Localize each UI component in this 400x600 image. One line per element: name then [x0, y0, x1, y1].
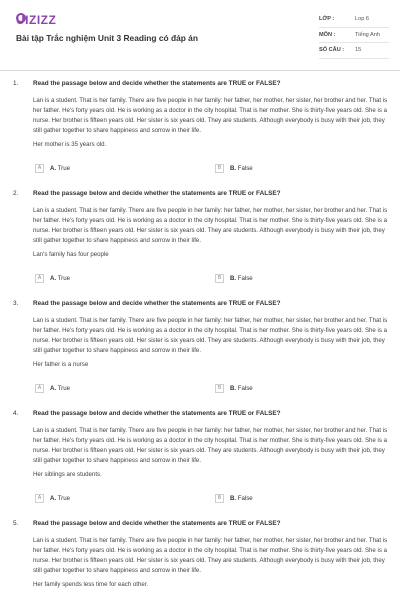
question-number: 4.: [13, 410, 19, 417]
answer-option-b[interactable]: [215, 273, 253, 283]
answer-option-b[interactable]: [215, 163, 253, 173]
meta-value: Lop 6: [355, 16, 369, 23]
header-divider: [0, 70, 400, 71]
logo-q-icon: [16, 13, 26, 23]
question-statement: Her father is a nurse: [33, 361, 89, 368]
option-text: B. False: [230, 494, 253, 502]
meta-label: LỚP :: [319, 16, 335, 23]
reading-passage: Lan is a student. That is her family. There are five people in her family: her father, her mother, her sister, her brother and her. That is her father. He's forty years old. He is working as a doctor in the city hospital. That is her mother. She is thirty-five years old. She is a nurse. Her brother is fifteen years old. Her sister is six years old. They are students. Although everybody is busy with their job, they still gather together to share happiness and sorrow in their life.: [33, 317, 388, 354]
meta-row-question-count: [319, 43, 389, 59]
option-letter-box: A: [35, 274, 44, 283]
answer-option-a[interactable]: [35, 493, 70, 503]
question-prompt: Read the passage below and decide whether the statements are TRUE or FALSE?: [33, 300, 281, 307]
meta-row-subject: [319, 28, 389, 44]
option-text: B. False: [230, 274, 253, 282]
option-text: B. False: [230, 384, 253, 392]
meta-row-grade: [319, 12, 389, 28]
question-number: 3.: [13, 300, 19, 307]
option-text: A. True: [50, 494, 70, 502]
option-letter-box: B: [215, 164, 224, 173]
logo-text: UIZIZZ: [16, 13, 57, 27]
meta-label: MÔN :: [319, 31, 336, 38]
question-statement: Lan's family has four people: [33, 251, 109, 258]
option-text: A. True: [50, 384, 70, 392]
question-statement: Her family spends less time for each other.: [33, 581, 149, 588]
question-prompt: Read the passage below and decide whether the statements are TRUE or FALSE?: [33, 520, 281, 527]
option-letter-box: A: [35, 164, 44, 173]
answer-option-a[interactable]: [35, 163, 70, 173]
meta-value: Tiếng Anh: [355, 31, 380, 38]
question-statement: Her siblings are students.: [33, 471, 102, 478]
question-prompt: Read the passage below and decide whether the statements are TRUE or FALSE?: [33, 190, 281, 197]
option-letter-box: B: [215, 274, 224, 283]
reading-passage: Lan is a student. That is her family. There are five people in her family: her father, her mother, her sister, her brother and her. That is her father. He's forty years old. He is working as a doctor in the city hospital. That is her mother. She is thirty-five years old. She is a nurse. Her brother is fifteen years old. Her sister is six years old. They are students. Although everybody is busy with their job, they still gather together to share happiness and sorrow in their life.: [33, 537, 388, 574]
answer-option-a[interactable]: [35, 273, 70, 283]
quizizz-logo[interactable]: [16, 13, 56, 27]
question-number: 1.: [13, 80, 19, 87]
option-letter-box: A: [35, 494, 44, 503]
question-prompt: Read the passage below and decide whether the statements are TRUE or FALSE?: [33, 410, 281, 417]
reading-passage: Lan is a student. That is her family. There are five people in her family: her father, her mother, her sister, her brother and her. That is her father. He's forty years old. He is working as a doctor in the city hospital. That is her mother. She is thirty-five years old. She is a nurse. Her brother is fifteen years old. Her sister is six years old. They are students. Although everybody is busy with their job, they still gather together to share happiness and sorrow in their life.: [33, 207, 388, 244]
option-letter-box: B: [215, 384, 224, 393]
answer-option-b[interactable]: [215, 383, 253, 393]
option-letter-box: A: [35, 384, 44, 393]
question-number: 5.: [13, 520, 19, 527]
meta-label: SỐ CÂU :: [319, 47, 345, 54]
option-letter-box: B: [215, 494, 224, 503]
worksheet-header: [0, 0, 400, 68]
worksheet-title: Bài tập Trắc nghiệm Unit 3 Reading có đáp án: [16, 33, 198, 43]
question-number: 2.: [13, 190, 19, 197]
answer-option-a[interactable]: [35, 383, 70, 393]
answer-option-b[interactable]: [215, 493, 253, 503]
question-prompt: Read the passage below and decide whether the statements are TRUE or FALSE?: [33, 80, 281, 87]
option-text: A. True: [50, 164, 70, 172]
reading-passage: Lan is a student. That is her family. There are five people in her family: her father, her mother, her sister, her brother and her. That is her father. He's forty years old. He is working as a doctor in the city hospital. That is her mother. She is thirty-five years old. She is a nurse. Her brother is fifteen years old. Her sister is six years old. They are students. Although everybody is busy with their job, they still gather together to share happiness and sorrow in their life.: [33, 427, 388, 464]
meta-value: 15: [355, 47, 362, 54]
question-statement: Her mother is 35 years old.: [33, 141, 107, 148]
option-text: A. True: [50, 274, 70, 282]
option-text: B. False: [230, 164, 253, 172]
reading-passage: Lan is a student. That is her family. There are five people in her family: her father, her mother, her sister, her brother and her. That is her father. He's forty years old. He is working as a doctor in the city hospital. That is her mother. She is thirty-five years old. She is a nurse. Her brother is fifteen years old. Her sister is six years old. They are students. Although everybody is busy with their job, they still gather together to share happiness and sorrow in their life.: [33, 97, 388, 134]
worksheet-meta: [319, 12, 389, 59]
